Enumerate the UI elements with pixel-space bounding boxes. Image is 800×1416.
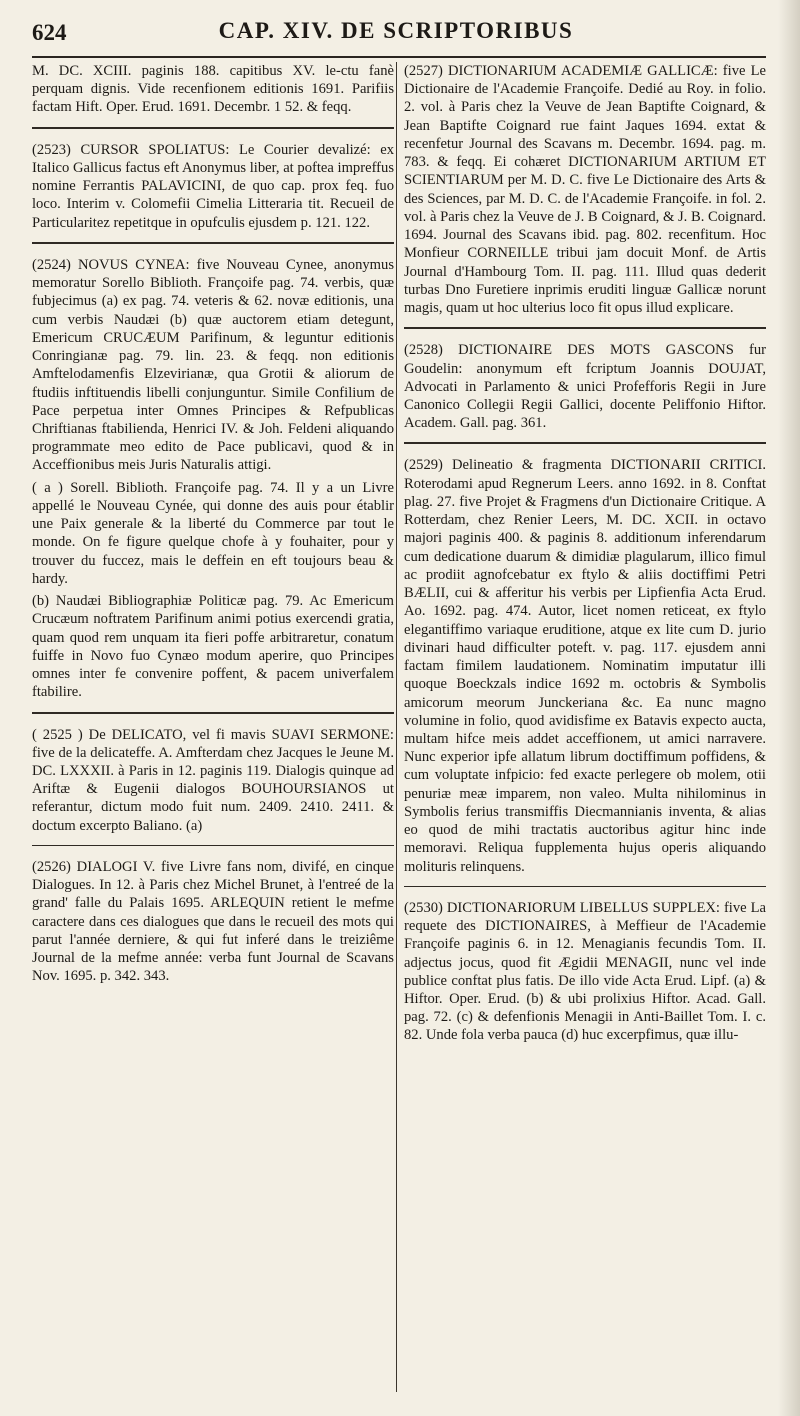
entry-separator [32, 845, 394, 846]
footnote-b: (b) Naudæi Bibliographiæ Politicæ pag. 79. Ac Emericum Crucæum noftratem Parifinum animi potius exercendi gratia, quam quod rem unquam ita fieri poffe arbitraretur, conatum fuiffe in Novo fuo Cynæo modum aperire, quo Principes omnes inter fe convenire poffent, & pacem univerfalem ftabilire. [32, 593, 394, 701]
entry-text: (2528) DICTIONAIRE DES MOTS GASCONS fur Goudelin: anonymum eft fcriptum Joannis DOUJAT, Advocati in Parlamento & unici Profefforis Regii in Jure Canonico Collegii Regii Gallici, docente Peliffonio Hiftor. Academ. Gall. pag. 361. [404, 342, 766, 432]
left-column [32, 62, 394, 996]
entry-text: (2524) NOVUS CYNEA: five Nouveau Cynee, anonymus memoratur Sorello Biblioth. Françoife pag. 74. verbis, quæ fubjecimus (a) ex pag. 74. veteris & 62. novæ editionis, una cum verbis Naudæi (b) quæ auctorem etiam detegunt, Emericum CRUCÆUM Parifinum, & leguntur editionis Conringianæ pag. 79. lin. 23. & feqq. non editionis Amftelodamenfis Elzevirianæ, qua Grotii & aliorum de ftudiis inftituendis libelli conjunguntur. Simile Confilium de Pace perpetua inter Omnes Principes & Refpublicas Chriftianas ftabilienda, Henrici IV. & Joh. Feldeni aliquando programmate meo edito de Pace publicavi, quod & in Acceffionibus meis Juris Naturalis attigi. [32, 256, 394, 474]
entry-separator [32, 127, 394, 129]
entry-2524 [32, 256, 394, 702]
running-head [32, 18, 760, 58]
entry-2529 [404, 456, 766, 875]
entry-separator [32, 242, 394, 244]
entry-text: (2527) DICTIONARIUM ACADEMIÆ GALLICÆ: five Le Dictionaire de l'Academie Françoife. Dedié au Roy. in folio. 2. vol. à Paris chez la Veuve de Jean Baptifte Coignard, & Jean Baptifte Coignard rue faint Jaques 1694. extat & recenfetur Journal des Scavans m. Decembr. 1694. pag. m. 783. & feqq. Ei cohæret DICTIONARIUM ARTIUM ET SCIENTIARUM per M. D. C. five Le Dictionaire des Arts & des Sciences, par M. D. C. de l'Academie Françoife. in fol. 2. vol. à Paris chez la Veuve de J. B Coignard, & J. B. Coignard. 1694. Journal des Scavans ibid. pag. 802. recenfitum. Hoc Monfieur CORNEILLE tribui jam docuit Monf. de Artis Journal d'Hambourg Tom. II. pag. 111. Illud quas dederit turbas Dno Furetiere inprimis eruditi linguæ Gallicæ norunt magis, quam ut hoc ulterius loco fit opus illud explicare. [404, 63, 766, 317]
entry-2527 [404, 62, 766, 317]
entry-text: (2530) DICTIONARIORUM LIBELLUS SUPPLEX: five La requete des DICTIONAIRES, à Meffieur de l'Academie Françoife paginis 6. in 12. Menagianis fecundis Tom. II. adjectus jocus, quod fit Ægidii MENAGII, nunc vel inde publice conftat plus fatis. De illo vide Acta Erud. Lipf. (a) & Hiftor. Oper. Erud. (b) & ubi prolixius Hiftor. Acad. Gall. pag. 72. (c) & defenfionis Menagii in Anti-Baillet Tom. I. c. 82. Unde fola verba pauca (d) huc excerpfimus, quæ illu- [404, 899, 766, 1044]
entry-2525 [32, 726, 394, 835]
entry-separator [404, 442, 766, 444]
entry-text: (2523) CURSOR SPOLIATUS: Le Courier devalizé: ex Italico Gallicus factus eft Anonymus liber, at poftea impreffus nomine Ferrantis PALAVICINI, de quo cap. prox feq. fuo loco. Interim v. Colomefii Cimelia Litteraria tit. Recueil de Particularitez repetitque in opufculis ejusdem p. 121. 122. [32, 141, 394, 231]
entry-text: (2529) Delineatio & fragmenta DICTIONARII CRITICI. Roterodami apud Regnerum Leers. anno 1692. in 8. Conftat plag. 27. five Projet & Fragmens d'un Dictionaire Critique. A Rotterdam, chez Renier Leers, M. DC. XCII. in octavo majori paginis 400. & paginis 8. additionum inferendarum cum dedicatione duarum & dimidiæ plagularum, illico fimul ac prodiit agnofcebatur ex ftylo & aliis doctiffimi Petri BÆLII, cui & afferitur his verbis per Lipfienfia Acta Erud. Ao. 1692. pag. 474. Autor, licet nomen reticeat, ex ftylo elegantiffimo variaque eruditione, atque ex lite cum D. jurio divinari haud difficulter poteft. v. pag. 117. ejusdem anni factam fimilem laudationem. Nominatim imputatur illi quoque Boeckzals indice 1692 m. octobris & Symbolis amicorum meorum Junckeriana &c. Ea nunc magno volumine in folio, quod avidisfime ex Batavis expecto aucta, multam hifce meis addet acceffionem, ut amici narravere. Nunc experior ipfe allatum librum doctiffimum poffidens, & cum voluptate infpicio: fed exacte perlegere ob molem, otii penuriæ meæ imparem, non valeo. Multa nihilominus in Symbolis ferius transmiffis Diecmannianis inventa, & alias eo quod de mihi tractatis auctoribus agitur hinc inde memoravi. Reliqua fupplementa hujus operis aliquando molituris relinquens. [404, 457, 766, 875]
entry-separator [404, 327, 766, 329]
entry-separator [32, 712, 394, 714]
entry-2528 [404, 341, 766, 432]
entry-text: (2526) DIALOGI V. five Livre fans nom, divifé, en cinque Dialogues. In 12. à Paris chez Michel Brunet, à l'entreé de la grand' falle du Palais 1695. ARLEQUIN retient le mefme caractere dans ces dialogues que dans le recueil des mots qui parut l'année derniere, & qui fut inferé dans le treiziême Journal de la mefme année: verba funt Journal de Scavans Nov. 1695. p. 342. 343. [32, 858, 394, 985]
entry-separator [404, 886, 766, 887]
entry-2526 [32, 858, 394, 986]
entry-text: M. DC. XCIII. paginis 188. capitibus XV. le-ctu fanè perquam dignis. Vide recenfionem editionis 1691. Parifiis factam Hift. Oper. Erud. 1691. Decembr. 1 52. & feqq. [32, 63, 394, 116]
column-divider [396, 62, 397, 1392]
entry-text: ( 2525 ) De DELICATO, vel fi mavis SUAVI SERMONE: five de la delicateffe. A. Amfterdam chez Jacques le Jeune M. DC. LXXXII. à Paris in 12. paginis 119. Dialogis quinque ad Ariftæ & Eugenii dialogos BOUHOURSIANOS ut referantur, dictum modo fuit num. 2409. 2410. 2411. & doctum excerpto Baliano. (a) [32, 726, 394, 834]
header-rule [32, 56, 766, 58]
footnote-a: ( a ) Sorell. Biblioth. Françoife pag. 74. Il y a un Livre appellé le Nouveau Cynée, qui donne des auis pour établir une Paix generale & la liberté du Commerce par tout le monde. On fe figure quelque chofe à y fouhaiter, pour y trouver du fuccez, mais le deffein en eft toujours beau & hardy. [32, 479, 394, 587]
right-column [404, 62, 766, 1055]
running-title: CAP. XIV. DE SCRIPTORIBUS [218, 18, 574, 43]
entry-2530 [404, 899, 766, 1045]
entry-2523 [32, 141, 394, 232]
entry-continuation [32, 62, 394, 117]
page-number: 624 [32, 20, 67, 45]
